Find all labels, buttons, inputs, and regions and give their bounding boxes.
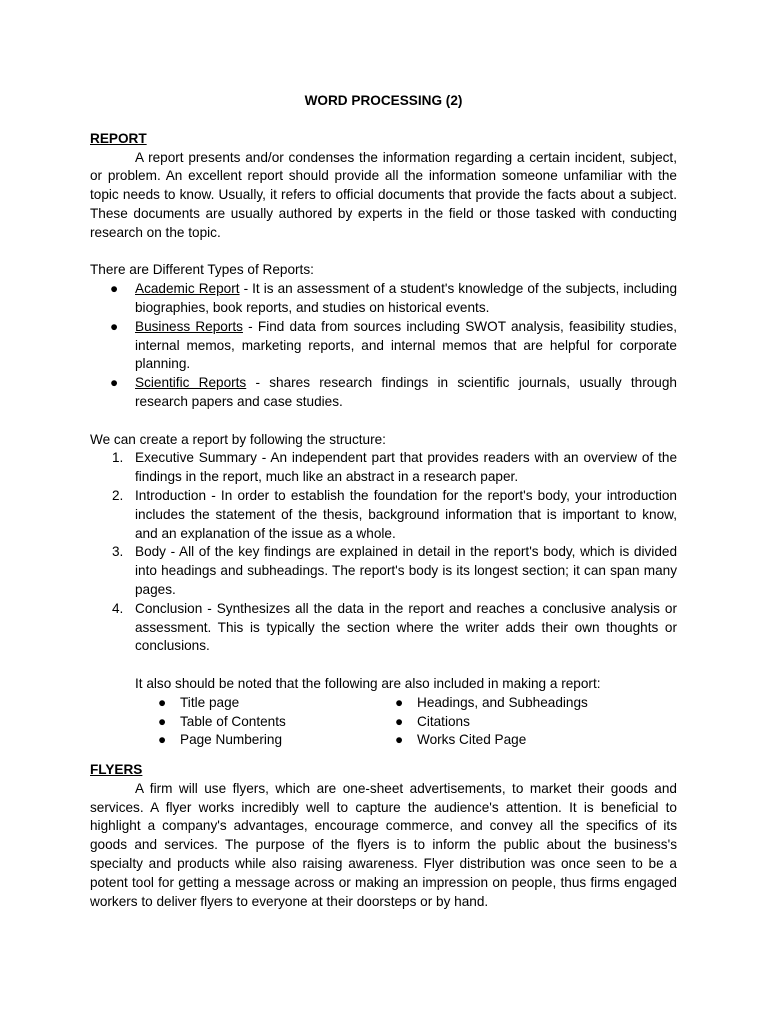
flyers-heading: FLYERS: [90, 762, 143, 778]
included-item: Page Numbering: [180, 732, 283, 748]
included-item: Table of Contents: [180, 713, 286, 729]
list-item: [90, 694, 393, 713]
flyers-paragraph: A firm will use flyers, which are one-sheet advertisements, to market their goods and services. A flyer works incredibly well to capture the audience's attention. It is beneficial to highlight a company's advantages, encourage commerce, and convey all the specifics of its goods and services. The purpose of the flyers is to inform the public about the business's specialty and products while also raising awareness. Flyer distribution was once seen to be a potent tool for getting a message across or making an impression on people, thus firms engaged workers to deliver flyers to everyone at their doorsteps or by hand.: [90, 780, 677, 909]
included-item: Works Cited Page: [417, 732, 527, 748]
structure-text: Executive Summary - An independent part that provides readers with an overview of the findings in the report, much like an abstract in a research paper.: [135, 450, 677, 485]
list-item: [90, 600, 677, 656]
report-intro-paragraph: A report presents and/or condenses the information regarding a certain incident, subject, or problem. An excellent report should provide all the information someone unfamiliar with the topic needs to know. Usually, it refers to official documents that provide the facts about a subject. These documents are usually authored by experts in the field or those tasked with conducting research on the topic.: [90, 149, 677, 240]
report-types-lead: There are Different Types of Reports:: [90, 262, 314, 278]
list-item: [393, 694, 633, 713]
bullet-icon: ●: [110, 318, 119, 334]
list-item: [90, 280, 677, 318]
list-item: [90, 487, 677, 543]
spacer: [90, 656, 677, 675]
bullet-icon: ●: [395, 694, 404, 710]
structure-text: Body - All of the key findings are explained in detail in the report's body, which is divided into headings and subheadings. The report's body is its longest section; it can span many pages.: [135, 544, 677, 597]
report-types-list: [90, 280, 677, 412]
included-item: Title page: [180, 694, 240, 710]
document-title: WORD PROCESSING (2): [304, 93, 463, 108]
report-structure-lead: We can create a report by following the structure:: [90, 431, 386, 447]
list-item: [90, 731, 393, 750]
list-item: [393, 713, 633, 732]
also-included-columns: [90, 694, 677, 750]
also-included-right-list: [393, 694, 633, 750]
report-type-term: Academic Report: [135, 281, 240, 297]
report-structure-list: [90, 449, 677, 656]
also-included-left-list: [90, 694, 393, 750]
bullet-icon: ●: [110, 375, 119, 391]
structure-text: Conclusion - Synthesizes all the data in the report and reaches a conclusive analysis or assessment. This is typically the section where the writer adds their own thoughts or conclusions.: [135, 600, 677, 654]
bullet-icon: ●: [395, 713, 404, 729]
bullet-icon: ●: [158, 694, 167, 710]
list-item: [90, 543, 677, 599]
document-content: [90, 92, 677, 911]
structure-text: Introduction - In order to establish the foundation for the report's body, your introduction includes the statement of the thesis, background information that is important to know, and an explanation of the issue as a whole.: [135, 487, 677, 541]
list-item: [90, 713, 393, 732]
report-type-desc: - Find data from sources including SWOT analysis, feasibility studies, internal memos, marketing reports, and internal memos that are helpful for corporate planning.: [135, 318, 677, 372]
list-item: [393, 731, 633, 750]
list-number: 1.: [112, 450, 124, 466]
report-heading: REPORT: [90, 130, 147, 146]
included-item: Citations: [417, 713, 470, 729]
list-number: 2.: [112, 487, 124, 503]
bullet-icon: ●: [395, 732, 404, 748]
list-number: 3.: [112, 544, 124, 560]
spacer: [90, 412, 677, 431]
report-type-term: Business Reports: [135, 318, 243, 334]
list-item: [90, 318, 677, 374]
list-item: [90, 374, 677, 412]
report-type-desc: - shares research findings in scientific journals, usually through research papers and case studies.: [135, 375, 677, 409]
also-included-note: It also should be noted that the following are also included in making a report:: [135, 675, 601, 691]
included-item: Headings, and Subheadings: [417, 694, 588, 710]
list-number: 4.: [112, 600, 124, 616]
bullet-icon: ●: [158, 732, 167, 748]
report-type-term: Scientific Reports: [135, 375, 247, 391]
report-type-desc: - It is an assessment of a student's knowledge of the subjects, including biographies, book reports, and studies on historical events.: [135, 281, 677, 315]
bullet-icon: ●: [158, 713, 167, 729]
bullet-icon: ●: [110, 281, 119, 297]
spacer: [90, 243, 677, 262]
list-item: [90, 449, 677, 487]
